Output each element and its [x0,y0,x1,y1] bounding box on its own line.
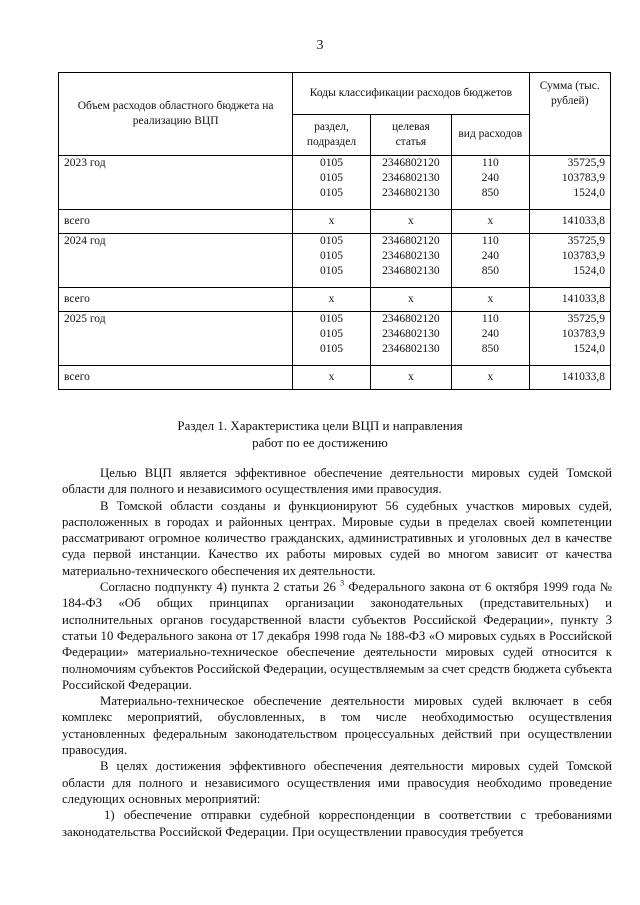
sum-cell [529,234,610,288]
cell-value: 103783,9 [561,250,605,262]
header-volume: Объем расходов областного бюджета на реализацию ВЦП [59,73,293,156]
cell-value: 0105 [319,313,343,325]
total-target: х [370,288,451,312]
cell-value: 35725,9 [567,313,605,325]
total-row [59,288,611,312]
section-cell [293,156,370,210]
cell-value: 0105 [319,265,343,277]
paragraph: В целях достижения эффективного обеспечения деятельности мировых судей Томской области для полного и независимого осуществления ими правосудия необходимо проведение следующих основных мероприятий: [62,759,612,806]
cell-value: 110 [481,157,499,169]
cell-value: 0105 [319,187,343,199]
cell-value: 110 [481,235,499,247]
paragraph: 1) обеспечение отправки судебной корреспонденции в соответствии с требованиями законодательства Российской Федерации. При осуществлении правосудия требуется [62,808,612,839]
year-cell: 2024 год [59,234,293,288]
total-target: х [370,210,451,234]
paragraph-text: Согласно подпункту 4) пункта 2 статьи 26 [100,580,336,595]
cell-value: 2346802130 [382,343,440,355]
cell-value: 0105 [319,328,343,340]
paragraph-text: Федерального закона от 6 октября 1999 года № 184-ФЗ «Об общих принципах организации законодательных (представительных) и исполнительных органов государственной власти субъектов Российской Федерации», пункту 3 статьи 10 Федерального закона от 17 декабря 1998 года № 188-ФЗ «О мировых судьях в Российской Федерации» материально-техническое обеспечение деятельности мировых судей относится к полномочиям субъектов Российской Федерации, осуществляемым за счет средств бюджета субъекта Российской Федерации. [62,580,612,692]
year-cell: 2023 год [59,156,293,210]
cell-value: 240 [481,250,499,262]
section-cell [293,312,370,366]
total-label: всего [59,288,293,312]
total-type: х [452,210,529,234]
cell-value: 2346802130 [382,172,440,184]
cell-value: 35725,9 [567,157,605,169]
total-section: х [293,288,370,312]
cell-value: 2346802120 [382,235,440,247]
page-number: 3 [316,38,324,53]
sum-cell [529,312,610,366]
cell-value: 0105 [319,250,343,262]
cell-value: 850 [481,343,499,355]
section-title-line: работ по ее достижению [252,435,388,450]
cell-value: 1524,0 [573,343,605,355]
body-text [62,465,612,840]
type-cell [452,156,529,210]
cell-value: 0105 [319,172,343,184]
superscript: 3 [340,578,345,588]
header-expense-type: вид расходов [452,114,529,156]
total-sum: 141033,8 [529,288,610,312]
total-row [59,210,611,234]
total-label: всего [59,210,293,234]
cell-value: 2346802130 [382,187,440,199]
cell-value: 2346802130 [382,328,440,340]
cell-value: 2346802120 [382,157,440,169]
total-sum: 141033,8 [529,366,610,390]
total-label: всего [59,366,293,390]
cell-value: 240 [481,328,499,340]
cell-value: 850 [481,265,499,277]
cell-value: 1524,0 [573,265,605,277]
budget-table [58,72,611,390]
table-row [59,156,611,210]
cell-value: 0105 [319,343,343,355]
table-header-row [59,73,611,115]
paragraph: В Томской области созданы и функционируют 56 судебных участков мировых судей, расположенных в городах и районных центрах. Мировые судьи в пределах своей компетенции рассматривают огромное количество гражданских, административных и уголовных дел в качестве суда первой инстанции. Качество их работы мировых судей во многом зависит от качества материально-технического обеспечения их деятельности. [62,498,612,578]
header-sum: Сумма (тыс. рублей) [529,73,610,156]
target-cell [370,156,451,210]
sum-cell [529,156,610,210]
cell-value: 103783,9 [561,328,605,340]
cell-value: 35725,9 [567,235,605,247]
type-cell [452,312,529,366]
cell-value: 2346802130 [382,250,440,262]
target-cell [370,234,451,288]
header-codes: Коды классификации расходов бюджетов [293,73,529,115]
table-row [59,234,611,288]
section-title-line: Раздел 1. Характеристика цели ВЦП и направления [177,418,463,433]
cell-value: 0105 [319,235,343,247]
cell-value: 2346802120 [382,313,440,325]
total-type: х [452,288,529,312]
total-section: х [293,366,370,390]
paragraph [62,579,612,693]
cell-value: 2346802130 [382,265,440,277]
total-section: х [293,210,370,234]
total-target: х [370,366,451,390]
target-cell [370,312,451,366]
total-type: х [452,366,529,390]
cell-value: 240 [481,172,499,184]
header-section: раздел, подраздел [293,114,370,156]
total-sum: 141033,8 [529,210,610,234]
total-row [59,366,611,390]
paragraph: Целью ВЦП является эффективное обеспечение деятельности мировых судей Томской области для полного и независимого осуществления ими правосудия. [62,466,612,497]
section-title [0,417,640,451]
cell-value: 110 [481,313,499,325]
cell-value: 850 [481,187,499,199]
cell-value: 1524,0 [573,187,605,199]
paragraph: Материально-техническое обеспечение деятельности мировых судей включает в себя комплекс мероприятий, обусловленных, в том числе необходимостью осуществления установленных федеральным законодательством процессуальных действий при осуществлении правосудия. [62,694,612,758]
header-target: целевая статья [370,114,451,156]
cell-value: 103783,9 [561,172,605,184]
cell-value: 0105 [319,157,343,169]
section-cell [293,234,370,288]
table-row [59,312,611,366]
type-cell [452,234,529,288]
year-cell: 2025 год [59,312,293,366]
